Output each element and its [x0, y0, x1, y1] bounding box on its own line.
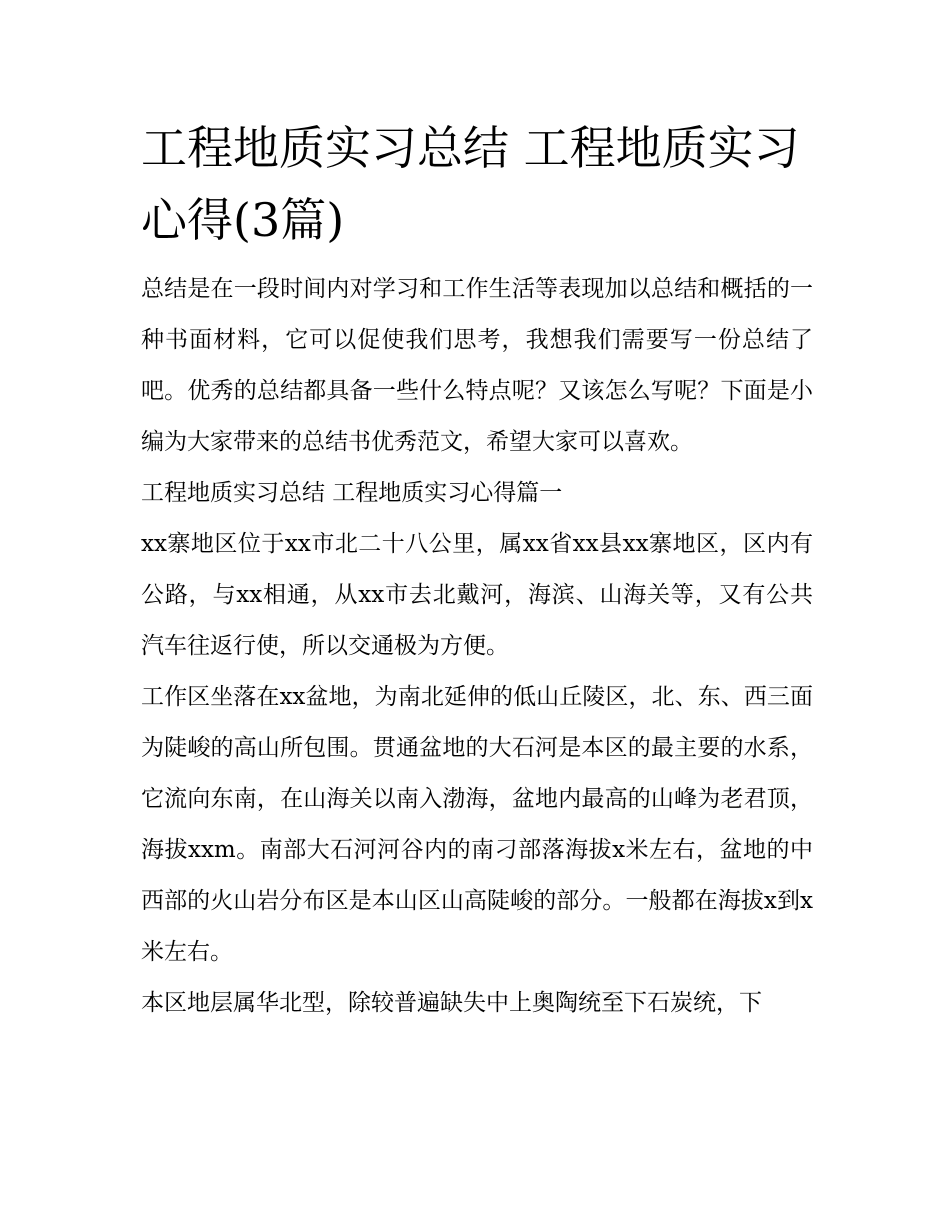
- body-paragraph-strata: 本区地层属华北型，除较普遍缺失中上奥陶统至下石炭统，下: [141, 990, 762, 1016]
- intro-paragraph: 总结是在一段时间内对学习和工作生活等表现加以总结和概括的一种书面材料，它可以促使我们思考，我想我们需要写一份总结了吧。优秀的总结都具备一些什么特点呢？又该怎么写呢？下面是小编为大家带来的总结书优秀范文，希望大家可以喜欢。: [141, 276, 813, 455]
- body-paragraph-terrain: 工作区坐落在xx盆地，为南北延伸的低山丘陵区，北、东、西三面为陡峻的高山所包围。贯通盆地的大石河是本区的最主要的水系，它流向东南，在山海关以南入渤海，盆地内最高的山峰为老君顶，海拔xxm。南部大石河河谷内的南刁部落海拔x米左右，盆地的中西部的火山岩分布区是本山区山高陡峻的部分。一般都在海拔x到x米左右。: [141, 684, 813, 965]
- body-paragraph-location: xx寨地区位于xx市北二十八公里，属xx省xx县xx寨地区，区内有公路，与xx相通，从xx市去北戴河，海滨、山海关等，又有公共汽车往返行使，所以交通极为方便。: [141, 531, 813, 659]
- section-heading: 工程地质实习总结 工程地质实习心得篇一: [141, 480, 563, 506]
- document-title: 工程地质实习总结 工程地质实习心得(3篇): [141, 121, 800, 247]
- document-body: [141, 112, 813, 1029]
